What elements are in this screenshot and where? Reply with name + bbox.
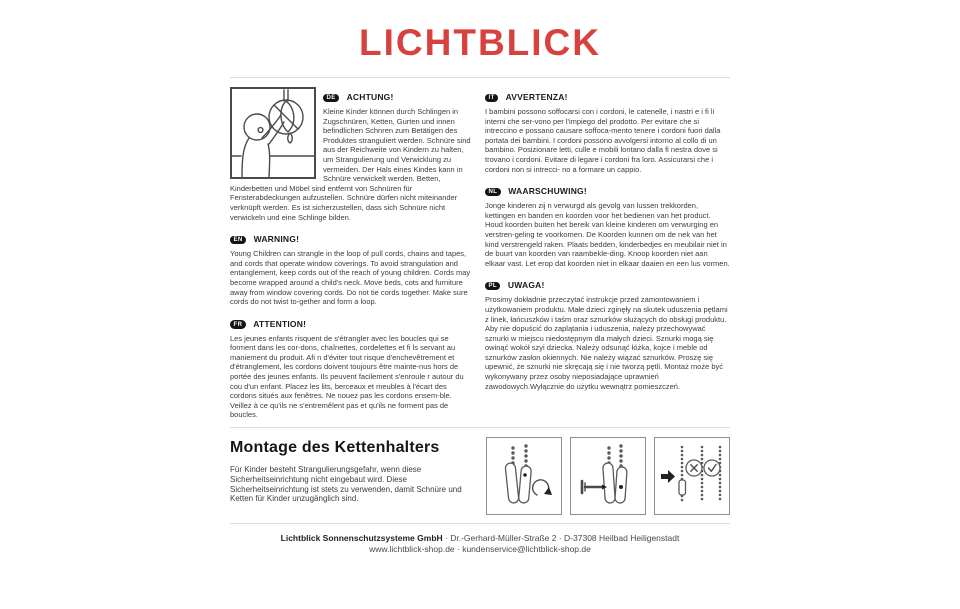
montage-text: [230, 437, 485, 504]
lang-badge-pl: PL: [485, 282, 500, 291]
warning-columns: [230, 87, 730, 427]
warning-title-it: AVVERTENZA!: [505, 92, 568, 102]
lang-badge-de: DE: [323, 94, 339, 103]
lichtblick-logo: LICHTBLICK: [359, 22, 601, 63]
montage-step-2: [570, 437, 646, 515]
warning-title-en: WARNING!: [253, 234, 300, 245]
document-page: [0, 22, 960, 609]
lang-badge-fr: FR: [230, 320, 246, 329]
warning-section-en: [230, 229, 475, 307]
child-cord-warning-icon: [232, 89, 314, 177]
montage-figures: [486, 437, 730, 515]
chain-holder-rotate-icon: [492, 443, 556, 509]
warning-section-it: [485, 87, 730, 174]
warning-body-nl: Jonge kinderen zij n verwurgd als gevolg van lussen trekkorden, kettingen en banden en koorden voor het bedienen van het product. Houd koorden buiten het bereik van kleine kinderen om verwurging en verstren-geling te voorkomen. De Koorden kunnen om de nek van het kind verstrengeld raken. Plaats bedden, kinderbedjes en meubilair niet in de buurt van koorden van raambekle-ding. Knoop koorden niet aan elkaar vast. Let erop dat koorden niet in elkaar daaien en een lus vormen.: [485, 201, 730, 268]
montage-section: [230, 437, 730, 515]
divider-montage: [230, 427, 730, 428]
lang-badge-it: IT: [485, 94, 498, 103]
footer-address: · Dr.-Gerhard-Müller-Straße 2 · D-37308 Heilbad Heiligenstadt: [442, 533, 680, 544]
warning-title-de: ACHTUNG!: [346, 92, 394, 102]
child-cord-prohibition-illustration: [230, 87, 316, 179]
warning-section-pl: [485, 275, 730, 391]
warning-title-nl: WAARSCHUWING!: [508, 186, 587, 197]
lang-badge-nl: NL: [485, 188, 501, 197]
content-area: [230, 77, 730, 555]
footer-contact-line: www.lichtblick-shop.de · kundenservice@lichtblick-shop.de: [369, 544, 591, 555]
footer-company: Lichtblick Sonnenschutzsysteme GmbH: [280, 533, 443, 544]
warning-body-it: I bambini possono soffocarsi con i cordoni, le catenelle, i nastri e i fi li interni che ser-vono per l'impiego del prodotto. Per evitare che si intreccino e possano causare soffoca-mento tenere i cordoni fuori dalla portata dei bambini. I cordoni possono avvolgersi intorno al collo di un bambino. Posizionare letti, culle e mobili lontano dalla fi nestra dove si trovano i cordoni. Evitare di legare i cordoni fra loro. Assicurarsi che i cordoni non si intrecci- no a formare un cappio.: [485, 107, 721, 174]
chain-tension-wrong-right-icon: [660, 443, 724, 509]
column-right: [485, 87, 730, 427]
warning-section-de: [230, 87, 475, 222]
warning-section-nl: [485, 181, 730, 268]
divider-footer: [230, 523, 730, 524]
montage-body: Für Kinder besteht Strangulierungsgefahr, wenn diese Sicherheitseinrichtung nicht eingebaut wird. Diese Sicherheitseinrichtung ist stets zu verwenden, damit Schnüre und Ketten für Kinder unzugänglich sind.: [230, 465, 462, 504]
warning-title-fr: ATTENTION!: [253, 318, 307, 329]
footer-address-line: [230, 533, 730, 544]
column-left: [230, 87, 475, 427]
warning-body-pl: Prosimy dokładnie przeczytać instrukcje przed zamontowaniem i użytkowaniem produktu. Małe dzieci zginęły na skutek uduszenia pętlami z linek, łańcuszków i taśm oraz sznurków służących do obsługi produktu. Aby nie dopuścić do zaplątania i uduszenia, należy przechowywać sznurki w miejscu niedostępnym dla małych dzieci. Sznurki mogą się owinąć wokół szyi dziecka. Należy odsunąć łóżka, kojce i meble od sznurków zasłon okiennych. Nie należy wiązać sznurków. Proszę się upewnić, że sznurki nie skręcają się i nie tworzą pętli. Montaż może być wykonywany przez osoby nieposiadające uprawnień zawodowych.Wyłącznie do użytku wewnątrz pomieszczeń.: [485, 295, 728, 391]
footer: [230, 533, 730, 555]
warning-section-fr: [230, 314, 475, 420]
montage-step-3: [654, 437, 730, 515]
warning-body-en: Young Children can strangle in the loop of pull cords, chains and tapes, and cords that operate window coverings. To avoid strangulation and entanglement, keep cords out of the reach of young children. Cords may become wrapped around a child's neck. Move beds, cots and furniture away from window covering cords. Do not tie cords together. Make sure cords do not twist to-gether and form a loop.: [230, 249, 471, 307]
lang-badge-en: EN: [230, 236, 246, 245]
divider-top: [230, 77, 730, 78]
warning-body-de: Kleine Kinder können durch Schlingen in Zugschnüren, Ketten, Gurten und innen befindlichen Schnren zum Betätigen des Produktes stranguliert werden. Schnüre sind aus der Reichweite von Kindern zu halten, um Strangulierung und Verwicklung zu vermeiden. Der Hals eines Kindes kann in Schnüre verwickelt werden. Betten, Kinderbetten und Möbel sind entfernt von Schnüren für Fensterabdeckungen aufzustellen. Schnüre dürfen nicht miteinander verknüpft werden. Es ist sicherzustellen, dass sich Schnüre nicht verwickeln und eine Schlinge bilden.: [230, 107, 471, 222]
montage-step-1: [486, 437, 562, 515]
warning-body-fr: Les jeunes enfants risquent de s'étrangler avec les boucles qui se forment dans les cor-dons, chaînettes, cordelettes et fi ls servant au maniement du produit. Afi n d'éviter tout risque d'enchevêtrement et d'étranglement, les cordons doivent toujours être mainte-nus hors de portée des jeunes enfants. Ils peuvent facilement s'enroule r autour du cou d'un enfant. Placez les lits, berceaux et meubles à l'écart des cordons situés aux fenêtres. Ne nouez pas les cordons ensem-ble. Veillez à ce qu'ils ne s'entremêlent pas et qu'ils ne forment pas de boucles.: [230, 333, 464, 420]
warning-title-pl: UWAGA!: [507, 280, 545, 291]
montage-title: Montage des Kettenhalters: [230, 439, 440, 457]
chain-holder-screw-icon: [576, 443, 640, 509]
